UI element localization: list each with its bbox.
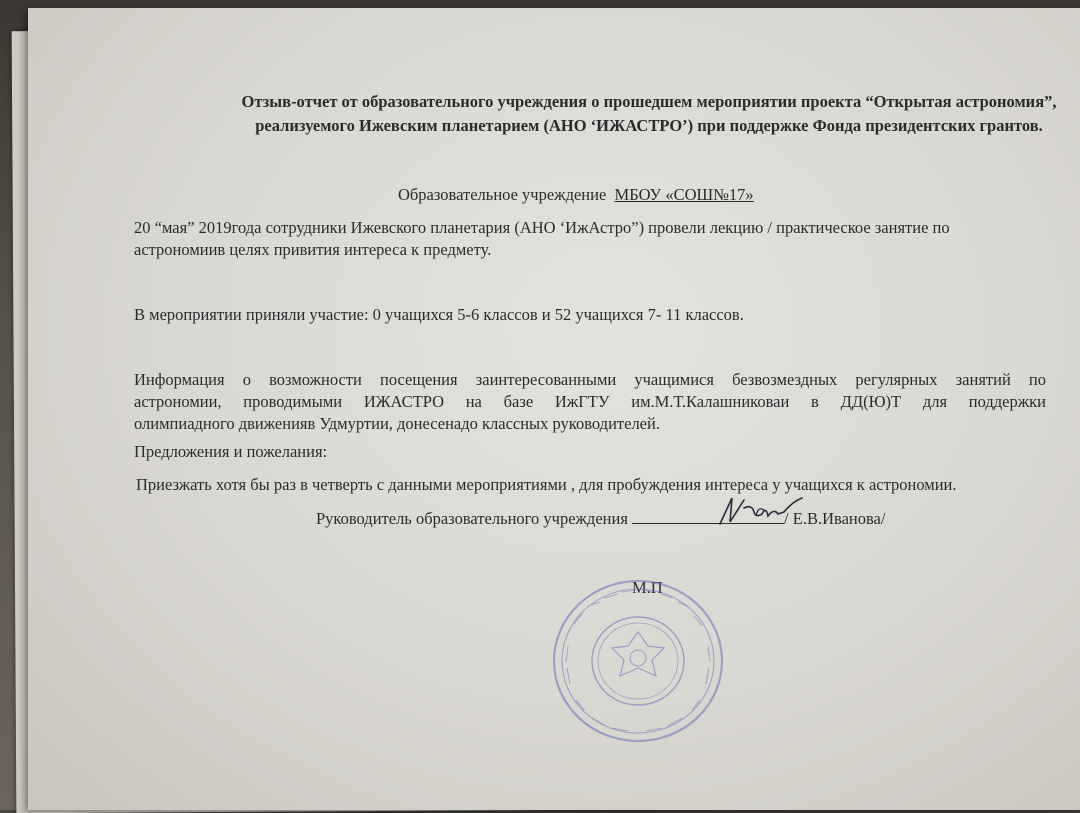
participants-line: В мероприятии приняли участие: 0 учащихся 5-6 классов и 52 учащихся 7- 11 классов. — [134, 305, 744, 324]
event-paragraph-line-1: 20 “мая” 2019года сотрудники Ижевского планетария (АНО ‘ИжАстро”) провели лекцию / практическое занятие по — [134, 218, 950, 237]
title-line-1: Отзыв-отчет от образовательного учреждения о прошедшем мероприятии проекта “Открытая астрономия”, — [241, 92, 1057, 111]
handwritten-signature — [660, 494, 810, 534]
head-name: / Е.В.Иванова/ — [784, 509, 886, 528]
suggestions-text: Приезжать хотя бы раз в четверть с данными мероприятиями , для пробуждения интереса у учащихся к астрономии. — [136, 475, 957, 494]
info-line-1: Информация о возможности посещения заинтересованными учащимися безвозмездных регулярных занятий по — [134, 370, 1046, 389]
event-paragraph-line-2: астрономиив целях привития интереса к предмету. — [134, 240, 492, 259]
institution-label: Образовательное учреждение — [398, 185, 607, 204]
institution-name: МБОУ «СОШ№17» — [614, 185, 754, 204]
info-paragraph — [134, 369, 1046, 435]
document-title — [28, 90, 1080, 138]
info-line-3: олимпиадного движенияв Удмуртии, донесенадо классных руководителей. — [134, 414, 660, 433]
official-seal-stamp — [548, 576, 728, 746]
head-label: Руководитель образовательного учреждения — [316, 509, 628, 528]
title-line-2: реализуемого Ижевским планетарием (АНО ‘ИЖАСТРО’) при поддержке Фонда президентских грантов. — [255, 116, 1043, 135]
suggestions-label: Предложения и пожелания: — [134, 442, 328, 461]
seal-label: М.П — [632, 578, 663, 597]
document-sheet — [28, 8, 1080, 810]
info-line-2: астрономии, проводимыми ИЖАСТРО на базе ИжГТУ им.М.Т.Калашниковаи в ДД(Ю)Т для поддержки — [134, 392, 1046, 411]
institution-line — [398, 184, 754, 206]
